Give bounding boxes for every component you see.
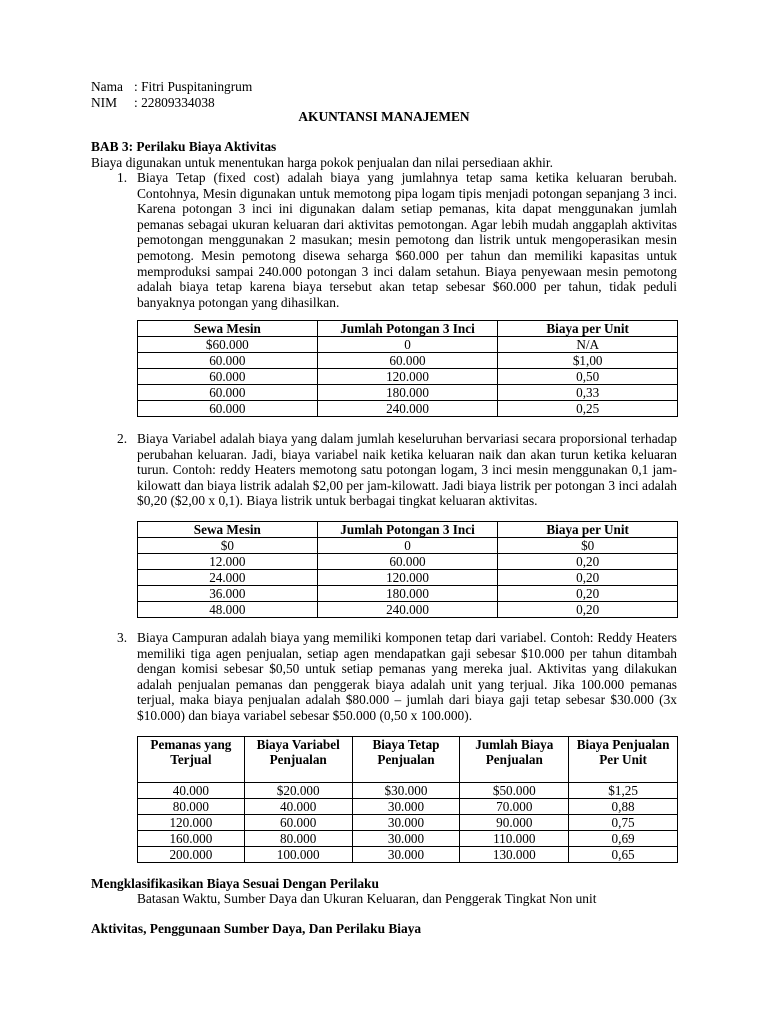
table-mixed-cost xyxy=(137,736,678,863)
table-cell: 120.000 xyxy=(317,369,498,385)
name-value: : Fitri Puspitaningrum xyxy=(134,79,253,94)
name-label: Nama xyxy=(91,79,123,94)
item-text-variable-cost: Biaya Variabel adalah biaya yang dalam jumlah keseluruhan bervariasi secara proporsional terhadap perubahan keluaran. Jadi, biaya variabel naik ketika keluaran naik dan akan turun ketika keluaran turun. Contoh: reddy Heaters memotong satu potongan logam, 3 inci mesin menggunakan 0,1 jam-kilowatt dan biaya listrik adalah $2,00 per jam-kilowatt. Jadi biaya listrik per potongan 3 inci adalah $0,20 ($2,00 x 0,1). Biaya listrik untuk berbagai tingkat keluaran aktivitas. xyxy=(137,431,677,509)
table-cell: 120.000 xyxy=(138,815,245,831)
table-cell: 0 xyxy=(317,538,498,554)
table-cell: 60.000 xyxy=(317,554,498,570)
table-cell: 130.000 xyxy=(460,847,569,863)
column-header: Biaya per Unit xyxy=(498,321,678,337)
column-header: Biaya Tetap Penjualan xyxy=(352,737,460,783)
table-cell: 48.000 xyxy=(138,602,318,618)
table-cell: 60.000 xyxy=(138,385,318,401)
nim-label: NIM xyxy=(91,95,118,110)
table-cell: 110.000 xyxy=(460,831,569,847)
table-row xyxy=(138,401,678,417)
table-row xyxy=(138,799,678,815)
table-cell: 0,20 xyxy=(498,586,678,602)
column-header: Jumlah Biaya Penjualan xyxy=(460,737,569,783)
section-heading-activity: Aktivitas, Penggunaan Sumber Daya, Dan Perilaku Biaya xyxy=(91,921,422,936)
table-fixed-cost xyxy=(137,320,678,417)
table-cell: 0 xyxy=(317,337,498,353)
table-cell: 40.000 xyxy=(244,799,352,815)
table-cell: N/A xyxy=(498,337,678,353)
table-cell: 0,20 xyxy=(498,570,678,586)
column-header: Jumlah Potongan 3 Inci xyxy=(317,522,498,538)
table-cell: 0,88 xyxy=(569,799,678,815)
table-cell: 0,20 xyxy=(498,554,678,570)
table-row xyxy=(138,369,678,385)
table-cell: 0,33 xyxy=(498,385,678,401)
document-title: AKUNTANSI MANAJEMEN xyxy=(298,109,470,124)
table-row xyxy=(138,831,678,847)
section-heading-classify: Mengklasifikasikan Biaya Sesuai Dengan Perilaku xyxy=(91,876,379,891)
nim-value: : 22809334038 xyxy=(134,95,215,110)
table-cell: 60.000 xyxy=(138,401,318,417)
table-cell: 180.000 xyxy=(317,586,498,602)
table-variable-cost xyxy=(137,521,678,618)
table-row xyxy=(138,570,678,586)
table-cell: 30.000 xyxy=(352,799,460,815)
table-cell: 60.000 xyxy=(138,369,318,385)
table-cell: 200.000 xyxy=(138,847,245,863)
table-row xyxy=(138,554,678,570)
table-cell: 0,65 xyxy=(569,847,678,863)
column-header: Jumlah Potongan 3 Inci xyxy=(317,321,498,337)
table-cell: 80.000 xyxy=(138,799,245,815)
chapter-intro: Biaya digunakan untuk menentukan harga pokok penjualan dan nilai persediaan akhir. xyxy=(91,155,553,170)
table-cell: 30.000 xyxy=(352,815,460,831)
table-cell: 24.000 xyxy=(138,570,318,586)
table-header-row xyxy=(138,321,678,337)
column-header: Sewa Mesin xyxy=(138,321,318,337)
table-cell: $0 xyxy=(498,538,678,554)
table-cell: 240.000 xyxy=(317,401,498,417)
table-cell: 80.000 xyxy=(244,831,352,847)
item-text-mixed-cost: Biaya Campuran adalah biaya yang memiliki komponen tetap dari variabel. Contoh: Reddy Heaters memiliki tiga agen penjualan, setiap agen mendapatkan gaji sebesar $10.000 per tahun ditambah dengan komisi sebesar $0,50 untuk setiap pemanas yang mereka jual. Aktivitas yang dilakukan adalah penjualan pemanas dan penggerak biaya adalah unit yang terjual. Jika 100.000 pemanas terjual, maka biaya penjualan adalah $80.000 – jumlah dari biaya gaji tetap sebesar $30.000 (3x $10.000) dan biaya variabel sebesar $50.000 (0,50 x 100.000). xyxy=(137,630,677,723)
table-row xyxy=(138,385,678,401)
column-header: Sewa Mesin xyxy=(138,522,318,538)
table-cell: $1,25 xyxy=(569,783,678,799)
table-row xyxy=(138,783,678,799)
table-cell: 30.000 xyxy=(352,847,460,863)
item-number: 3. xyxy=(117,630,128,645)
table-cell: $20.000 xyxy=(244,783,352,799)
table-cell: 36.000 xyxy=(138,586,318,602)
table-cell: 60.000 xyxy=(317,353,498,369)
table-cell: 0,20 xyxy=(498,602,678,618)
table-cell: 60.000 xyxy=(138,353,318,369)
table-cell: 0,50 xyxy=(498,369,678,385)
table-cell: $0 xyxy=(138,538,318,554)
table-cell: 0,69 xyxy=(569,831,678,847)
table-cell: 60.000 xyxy=(244,815,352,831)
table-cell: 0,25 xyxy=(498,401,678,417)
table-cell: 70.000 xyxy=(460,799,569,815)
table-cell: 240.000 xyxy=(317,602,498,618)
table-cell: $1,00 xyxy=(498,353,678,369)
item-number: 1. xyxy=(117,170,128,185)
table-row xyxy=(138,815,678,831)
table-row xyxy=(138,847,678,863)
item-number: 2. xyxy=(117,431,128,446)
item-text-fixed-cost: Biaya Tetap (fixed cost) adalah biaya yang jumlahnya tetap sama ketika keluaran berubah. Contohnya, Mesin digunakan untuk memotong pipa logam tipis menjadi potongan sepanjang 3 inci. Karena potongan 3 inci ini digunakan dalam setiap pemanas, kita dapat menggunakan jumlah pemanas sebagai ukuran keluaran dari aktivitas pemotongan. Agar lebih mudah anggaplah aktivitas pemotongan menggunakan 2 masukan; mesin pemotong dan listrik untuk mengoperasikan mesin pemotong. Mesin pemotong disewa seharga $60.000 per tahun dan memiliki kapasitas untuk memproduksi sampai 240.000 potongan 3 inci dalam setahun. Biaya penyewaan mesin pemotong adalah biaya tetap karena biaya tersebut akan tetap sebesar $60.000 per tahun, tidak peduli banyaknya potongan yang dihasilkan. xyxy=(137,170,677,310)
table-cell: 160.000 xyxy=(138,831,245,847)
section-text-classify: Batasan Waktu, Sumber Daya dan Ukuran Keluaran, dan Penggerak Tingkat Non unit xyxy=(137,891,597,906)
table-cell: $60.000 xyxy=(138,337,318,353)
table-cell: 180.000 xyxy=(317,385,498,401)
table-header-row xyxy=(138,737,678,783)
chapter-heading: BAB 3: Perilaku Biaya Aktivitas xyxy=(91,139,277,154)
table-row xyxy=(138,586,678,602)
column-header: Biaya Variabel Penjualan xyxy=(244,737,352,783)
table-cell: 12.000 xyxy=(138,554,318,570)
table-row xyxy=(138,353,678,369)
table-header-row xyxy=(138,522,678,538)
column-header: Biaya per Unit xyxy=(498,522,678,538)
table-cell: 90.000 xyxy=(460,815,569,831)
table-cell: 30.000 xyxy=(352,831,460,847)
table-row xyxy=(138,337,678,353)
column-header: Pemanas yang Terjual xyxy=(138,737,245,783)
table-cell: $50.000 xyxy=(460,783,569,799)
table-cell: 120.000 xyxy=(317,570,498,586)
table-row xyxy=(138,602,678,618)
table-cell: 40.000 xyxy=(138,783,245,799)
table-cell: $30.000 xyxy=(352,783,460,799)
table-cell: 100.000 xyxy=(244,847,352,863)
table-row xyxy=(138,538,678,554)
table-cell: 0,75 xyxy=(569,815,678,831)
name-line xyxy=(91,79,252,95)
column-header: Biaya Penjualan Per Unit xyxy=(569,737,678,783)
